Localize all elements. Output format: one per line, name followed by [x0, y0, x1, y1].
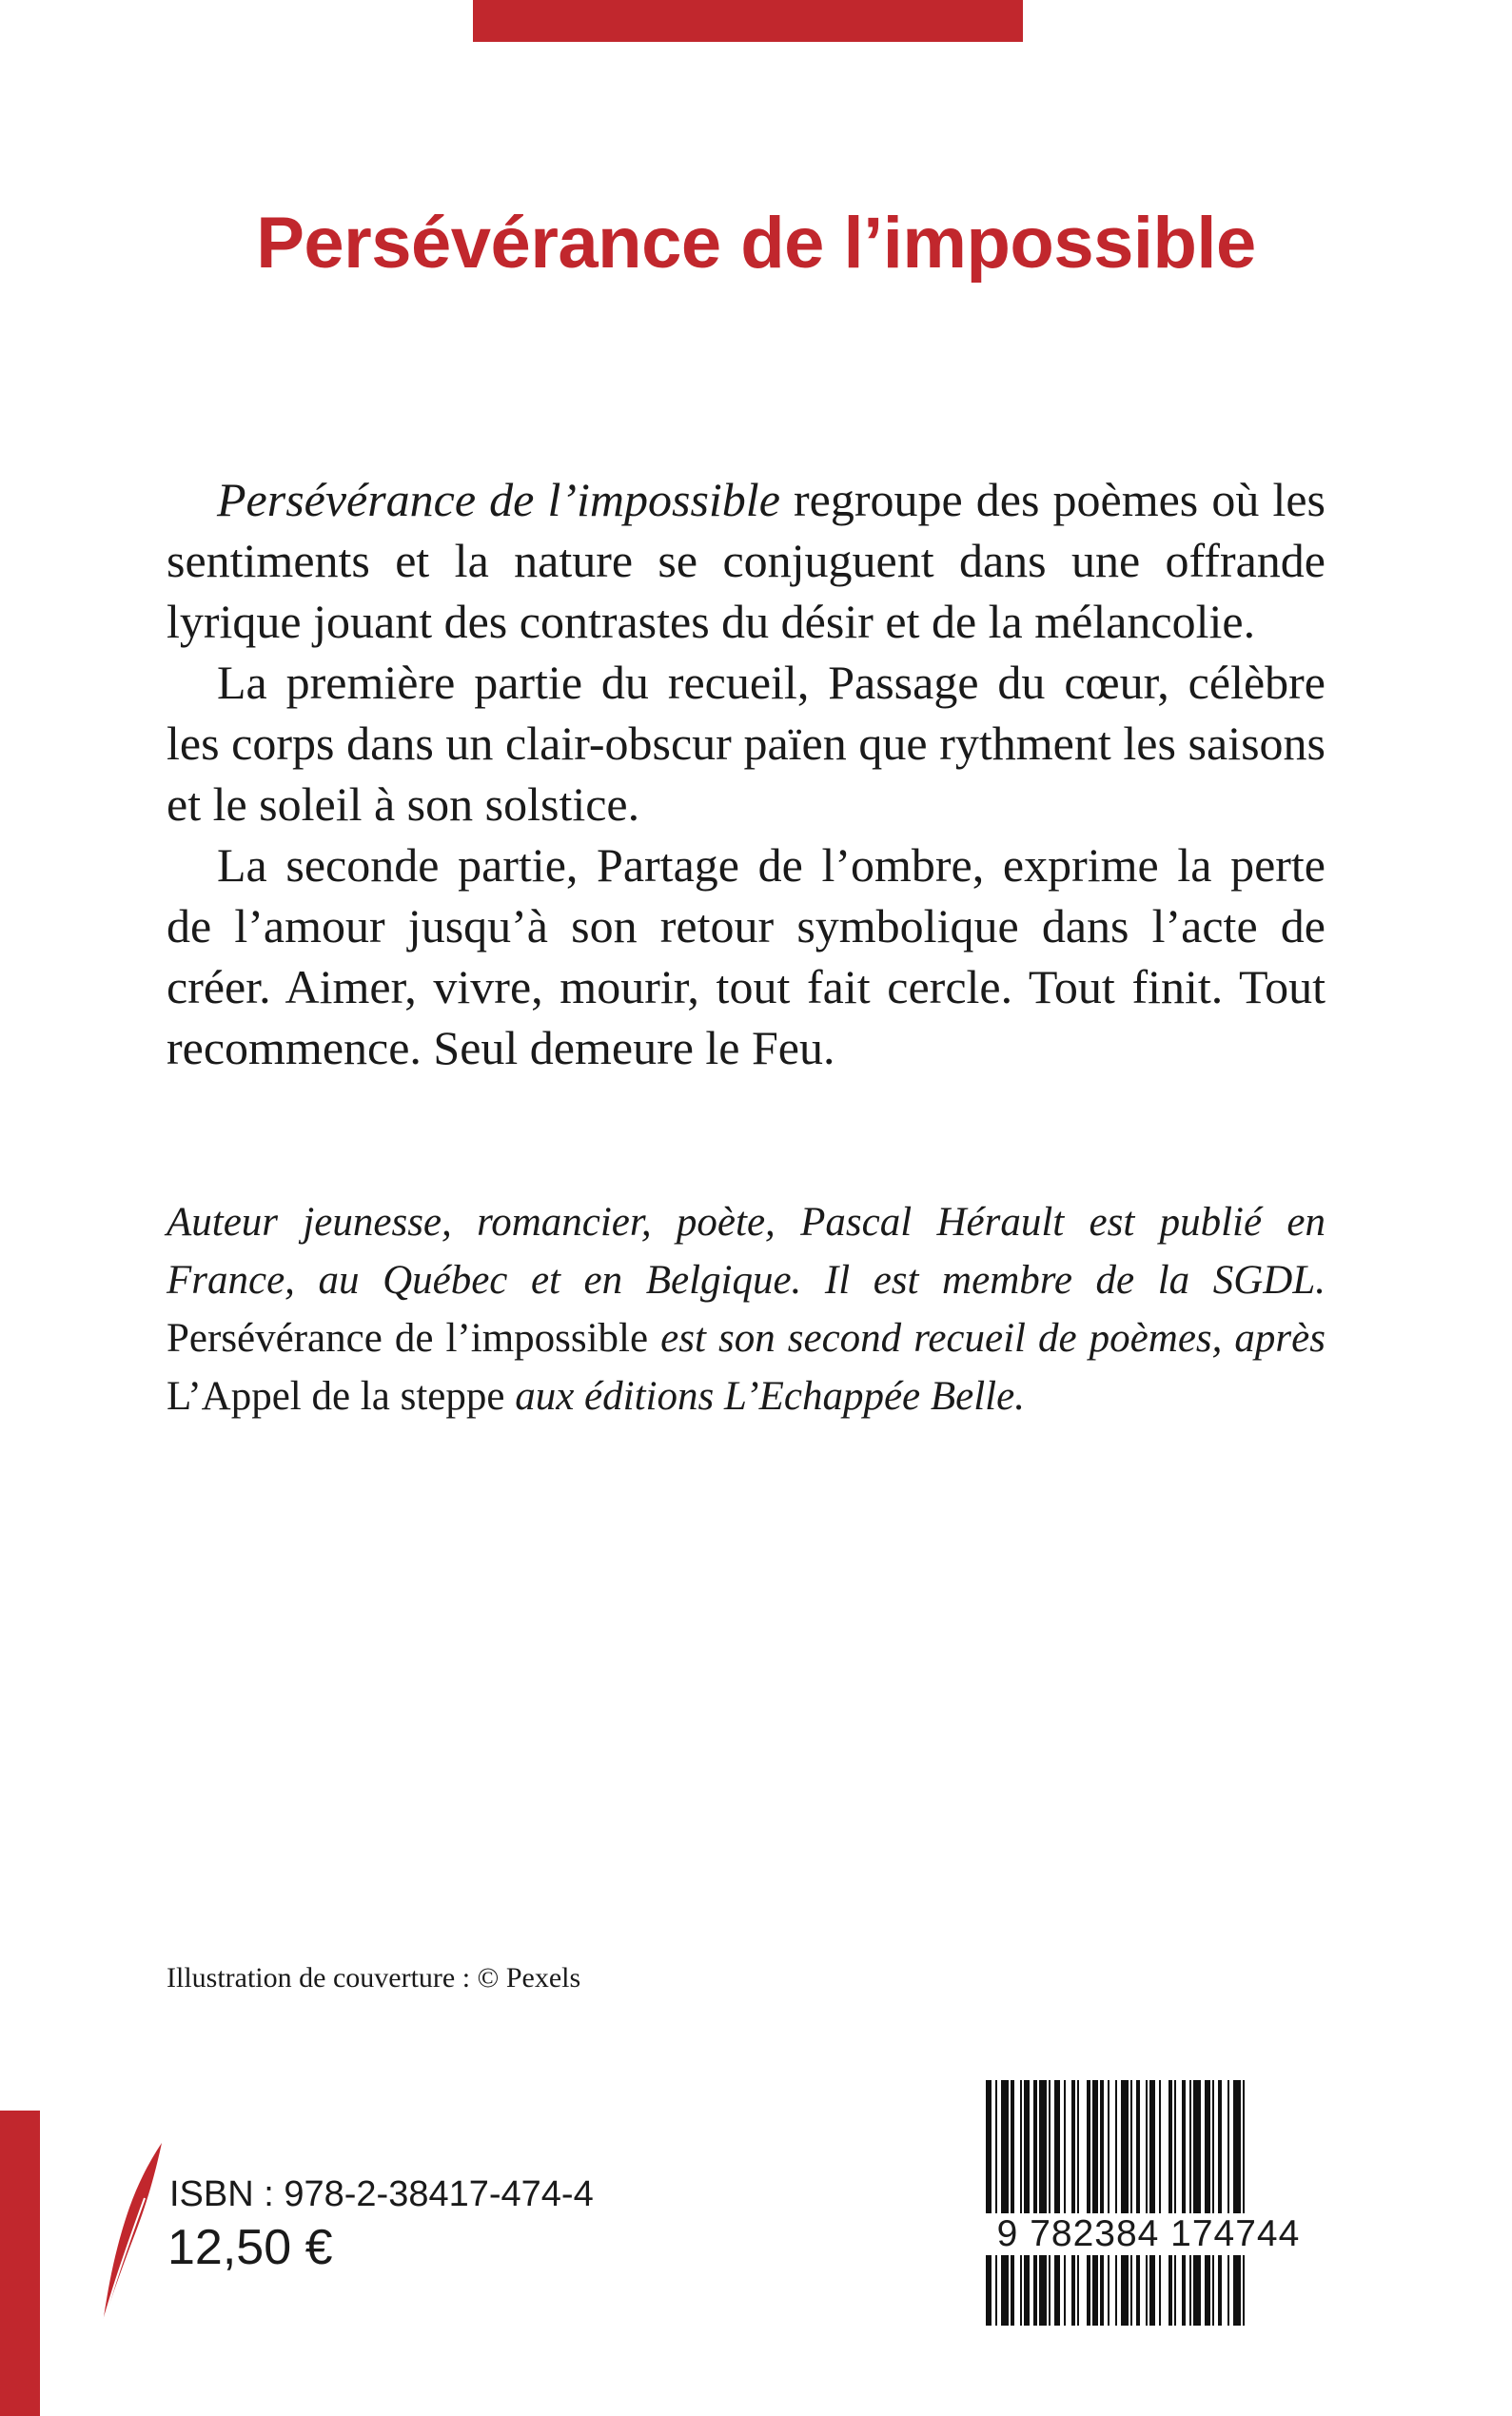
blurb-paragraph-2: La première partie du recueil, Passage du cœur, célèbre les corps dans un clair-obscur païen que rythment les saisons et le soleil à son solstice. — [167, 656, 1325, 831]
book-title: Persévérance de l’impossible — [256, 203, 1256, 284]
barcode-bar — [1001, 2080, 1009, 2326]
barcode-bar — [986, 2080, 992, 2326]
barcode-bar — [1115, 2080, 1117, 2326]
author-bio — [167, 1193, 1325, 1425]
barcode-digits: 9 782384 174744 — [972, 2213, 1325, 2255]
feather-icon — [95, 2141, 164, 2327]
barcode-bar — [1182, 2080, 1186, 2326]
blurb-paragraph-1 — [167, 469, 1325, 652]
barcode-bar — [1136, 2080, 1140, 2326]
barcode-bar — [1108, 2080, 1109, 2326]
barcode-bar — [1087, 2080, 1090, 2326]
barcode-bar — [1205, 2080, 1210, 2326]
illustration-credit: Illustration de couverture : © Pexels — [167, 1962, 581, 1994]
blurb-paragraph-3: La seconde partie, Partage de l’ombre, exprime la perte de l’amour jusqu’à son retour symbolique dans l’acte de créer. Aimer, vivre, mourir, tout fait cercle. Tout finit. Tout recommence. Seul demeure le Feu. — [167, 838, 1325, 1074]
barcode-bar — [1054, 2080, 1060, 2326]
isbn: ISBN : 978-2-38417-474-4 — [169, 2174, 594, 2214]
price: 12,50 € — [167, 2220, 333, 2275]
barcode-bar — [1189, 2080, 1191, 2326]
barcode-bar — [1039, 2080, 1047, 2326]
barcode-bar — [1077, 2080, 1079, 2326]
barcode-bar — [1020, 2080, 1022, 2326]
blurb-title-italic: Persévérance de l’impossible — [217, 473, 780, 526]
barcode-bar — [1174, 2080, 1176, 2326]
barcode-bar — [995, 2080, 997, 2326]
blurb — [167, 469, 1325, 1078]
barcode-bar — [1033, 2080, 1037, 2326]
barcode-bar — [1024, 2080, 1030, 2326]
bio-part-1: Auteur jeunesse, romancier, poète, Pascal Hérault est publié en France, au Québec et en Belgique. Il est membre de la SGDL. — [167, 1200, 1325, 1303]
barcode-bar — [1243, 2080, 1245, 2326]
barcode-bar — [1168, 2080, 1172, 2326]
bio-part-3: aux éditions L’Echappée Belle. — [504, 1374, 1025, 1419]
barcode-bar — [1233, 2080, 1241, 2326]
barcode-bar — [1149, 2080, 1155, 2326]
barcode-bar — [1193, 2080, 1201, 2326]
barcode-bar — [1159, 2080, 1161, 2326]
barcode-bar — [1130, 2080, 1132, 2326]
bottom-left-accent-bar — [0, 2111, 40, 2416]
barcode-bar — [1121, 2080, 1129, 2326]
barcode-bar — [1218, 2080, 1222, 2326]
barcode-bar — [1227, 2080, 1229, 2326]
barcode-bar — [1011, 2080, 1014, 2326]
barcode-bar — [1064, 2080, 1066, 2326]
blurb-paragraph-1-text: regroupe des poèmes où les sentiments et la nature se conjuguent dans une offrande lyrique jouant des contrastes du désir et de la mélancolie. — [167, 473, 1325, 648]
barcode-bar — [1212, 2080, 1214, 2326]
barcode-bar — [1100, 2080, 1104, 2326]
top-accent-bar — [473, 0, 1023, 42]
bio-title-1: Persévérance de l’impossible — [167, 1316, 649, 1361]
barcode-bar — [1049, 2080, 1051, 2326]
barcode-bar — [1146, 2080, 1148, 2326]
bio-part-2: est son second recueil de poèmes, après — [648, 1316, 1325, 1361]
barcode-bar — [1071, 2080, 1075, 2326]
barcode — [972, 2080, 1325, 2326]
barcode-bar — [1092, 2080, 1098, 2326]
bio-title-2: L’Appel de la steppe — [167, 1374, 505, 1419]
